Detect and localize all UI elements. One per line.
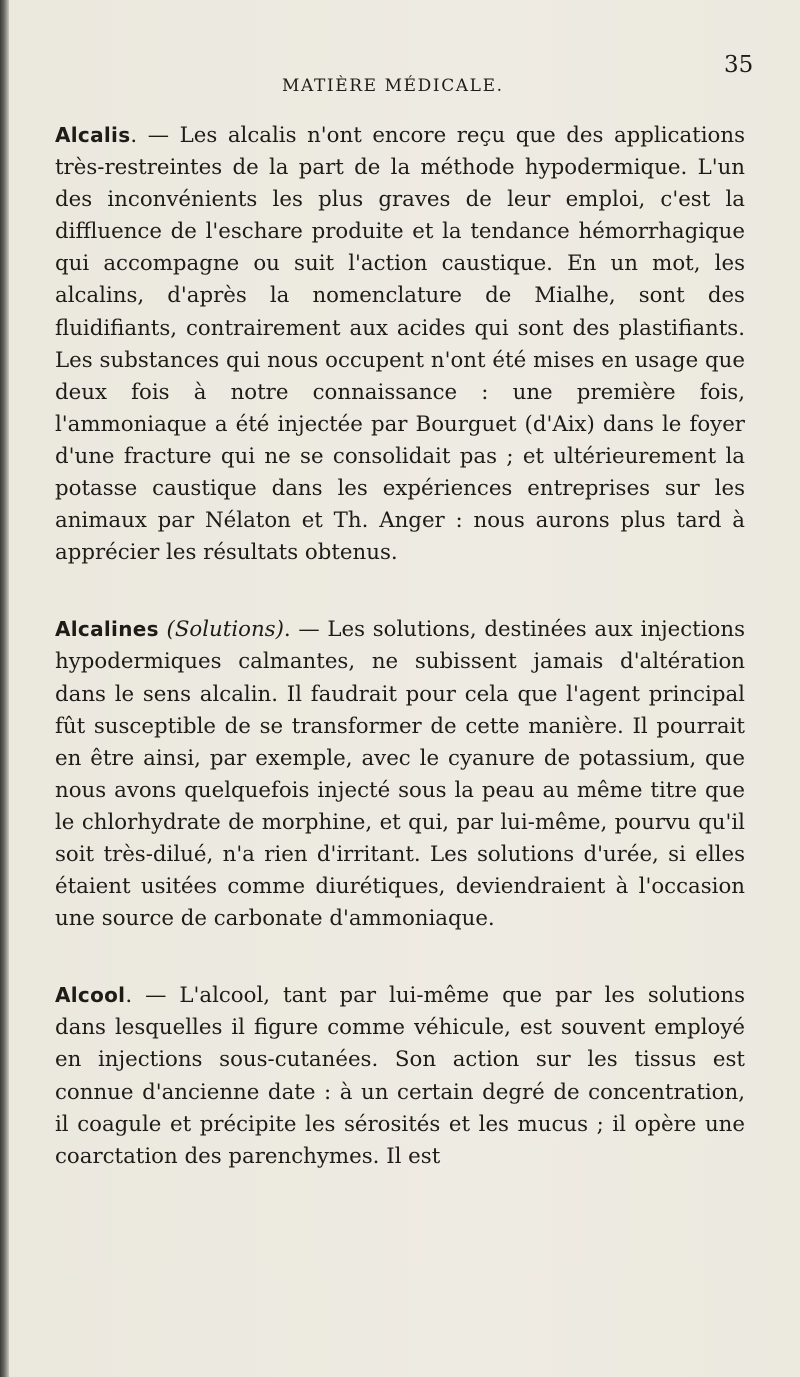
entry-heading: Alcalines [55,617,159,642]
running-head: MATIÈRE MÉDICALE. [282,76,504,96]
paragraph-alcool [55,979,745,1173]
em-dash: — [132,983,180,1009]
text-block [55,119,745,1173]
page-number: 35 [724,52,754,78]
paragraph-alcalis [55,119,745,569]
book-spine-shadow [0,0,9,1377]
em-dash: — [137,123,180,148]
paragraph-text: Les solutions, destinées aux injections hypodermiques calmantes, ne subissent jamais d'altération dans le sens alcalin. Il faudrait pour cela que l'agent principal fût susceptible de se transformer de cette manière. Il pourrait en être ainsi, par exemple, avec le cyanure de potassium, que nous avons quelquefois injecté sous la peau au même titre que le chlorhydrate de morphine, et qui, par lui-même, pourvu qu'il soit très-dilué, n'a rien d'irritant. Les solutions d'urée, si elles étaient usitées comme diurétiques, deviendraient à l'occasion une source de carbonate d'ammoniaque. [55,617,746,932]
paragraph-alcalines [55,613,745,935]
entry-heading: Alcool [55,983,126,1008]
heading-separator [159,617,167,642]
em-dash: . — [283,617,328,643]
paragraph-text: Les alcalis n'ont encore reçu que des applications très-restreintes de la part de la méthode hypodermique. L'un des inconvénients les plus graves de leur emploi, c'est la diffluence de l'eschare produite et la tendance hémorrhagique qui accompagne ou suit l'action caustique. En un mot, les alcalins, d'après la nomenclature de Mialhe, sont des fluidifiants, contrairement aux acides qui sont des plastifiants. Les substances qui nous occupent n'ont été mises en usage que deux fois à notre connaissance : une première fois, l'ammoniaque a été injectée par Bourguet (d'Aix) dans le foyer d'une fracture qui ne se consolidait pas ; et ultérieurement la potasse caustique dans les expériences entreprises sur les animaux par Nélaton et Th. Anger : nous aurons plus tard à apprécier les résultats obtenus. [55,123,745,566]
heading-separator: . [125,983,133,1009]
heading-separator: . [130,123,138,148]
entry-heading: Alcalis [55,123,131,147]
paragraph-text: L'alcool, tant par lui-même que par les solutions dans lesquelles il figure comme véhicule, est souvent employé en injections sous-cutanées. Son action sur les tissus est connue d'ancienne date : à un certain degré de concentration, il coagule et précipite les sérosités et les mucus ; il opère une coarctation des parenchymes. Il est [55,983,745,1169]
entry-qualifier: (Solutions) [166,617,284,643]
